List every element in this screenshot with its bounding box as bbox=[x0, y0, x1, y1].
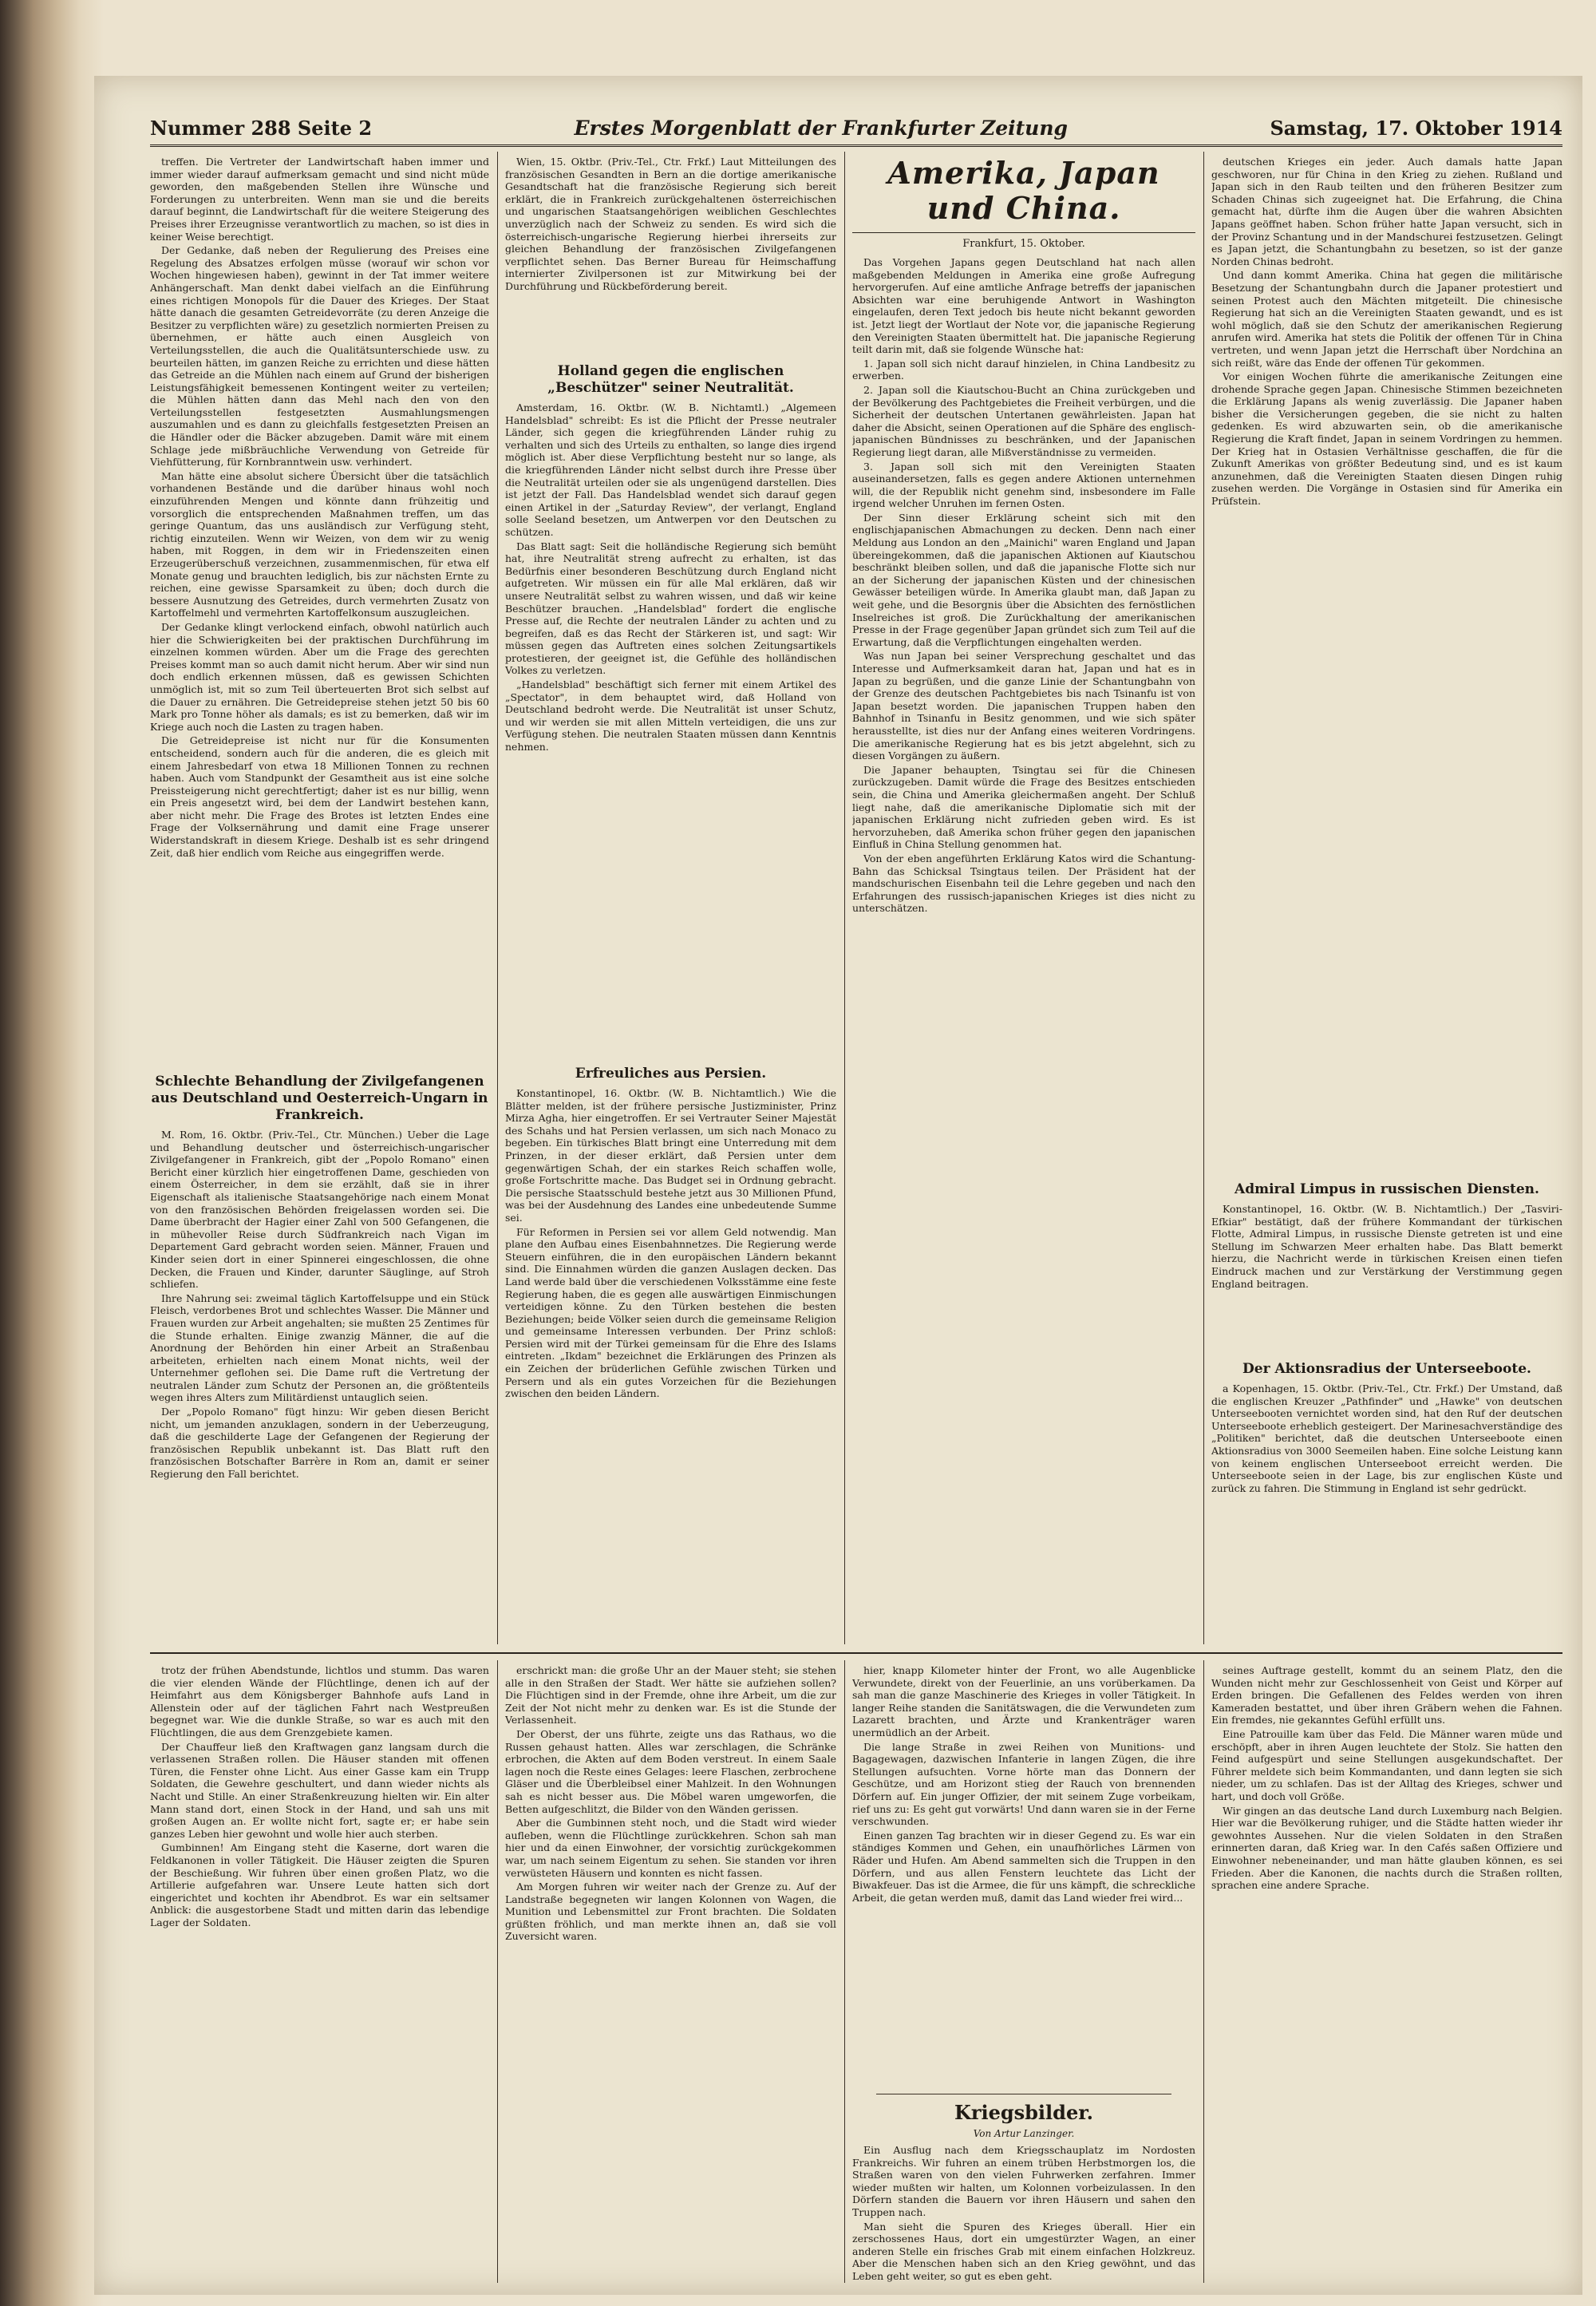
paragraph: 3. Japan soll sich mit den Vereinigten Staaten auseinandersetzen, falls es gegen andere Aktionen unternehmen will, die der Republik nicht genehm sind, insbesondere im Falle irgend welcher Unruhen im fernen Osten. bbox=[852, 460, 1195, 510]
paragraph: Der Gedanke, daß neben der Regulierung des Preises eine Regelung des Absatzes erfolgen müsse (worauf wir schon vor Wochen hingewiesen haben), gewinnt in der Tat immer weitere Anhängerschaft. Man denkt dabei vielfach an die Einführung eines richtigen Monopols für die Dauer des Krieges. Der Staat hätte danach die gesamten Getreidevorräte (zu deren Anzeige die Besitzer zu verpflichten wäre) zu gesetzlich normierten Preisen zu übernehmen, er hätte auch einen Ausgleich von Verteilungsstellen, die auch die Qualitätsunterschiede usw. zu beurteilen hätten, im ganzen Reiche zu errichten und diese hätten das Getreide an die Mühlen nach einem auf Grund der bisherigen Leistungsfähigkeit bemessenen Kontingent weiter zu verteilen; die Mühlen hätten dann das Mehl nach den von den Verteilungsstellen festgesetzten Ausmahlungsmengen auszumahlen und es dann zu gleichfalls festgesetzten Preisen an die Händler oder die Bäcker abzugeben. Damit wäre mit einem Schlage jede mißbräuchliche Verwendung von Getreide für Viehfütterung, für Kornbranntwein usw. verhindert. bbox=[150, 244, 489, 469]
feuilleton-column-1 bbox=[150, 1664, 489, 2279]
paragraph: Von der eben angeführten Erklärung Katos wird die Schantung-Bahn das Schicksal Tsingtaus teilen. Der Präsident hat der mandschurischen Eisenbahn teil die Lehre gegeben und nach den Erfahrungen des russisch-japanischen Krieges ist dies nicht zu unterschätzen. bbox=[852, 852, 1195, 915]
article-headline: Schlechte Behandlung der Zivilgefangenen aus Deutschland und Oesterreich-Ungarn in Frankreich. bbox=[151, 1074, 488, 1123]
byline: Von Artur Lanzinger. bbox=[973, 2128, 1075, 2139]
column-4-text bbox=[1211, 156, 1562, 1169]
article-admiral-limpus bbox=[1211, 1181, 1562, 1349]
masthead-issue: Nummer 288 Seite 2 bbox=[150, 117, 373, 140]
paragraph: 2. Japan soll die Kiautschou-Bucht an China zurückgeben und der Bevölkerung des Pachtgebietes die Freiheit verbürgen, und die Sicherheit der deutschen Untertanen gewährleisten. Japan hat daher die Absicht, seinen Operationen auf die Sphäre des englisch-japanischen Bündnisses zu beschränken, und der Japanischen Regierung liegt daran, alle Mißverständnisse zu vermeiden. bbox=[852, 383, 1195, 458]
article-headline: Erfreuliches aus Persien. bbox=[575, 1066, 767, 1082]
section-divider bbox=[150, 1652, 1562, 1654]
paragraph: Einen ganzen Tag brachten wir in dieser Gegend zu. Es war ein ständiges Kommen und Gehen, ein unaufhörliches Lärmen von Räder und Hufen. Am Abend sammelten sich die Truppen in den Dörfern, und aus allen Fenstern leuchtete das Licht der Biwakfeuer. Das ist die Armee, die für uns kämpft, die schreckliche Arbeit, die getan werden muß, damit das Land wieder frei wird... bbox=[852, 1829, 1195, 1904]
paragraph: Und dann kommt Amerika. China hat gegen die militärische Besetzung der Schantungbahn durch die Japaner protestiert und seinen Protest auch den Mächten mitgeteilt. Die chinesische Regierung hat sich an die Vereinigten Staaten gewandt, und es ist wohl möglich, daß sie den Schutz der amerikanischen Regierung anrufen wird. Amerika hat stets die Politik der offenen Tür in China vertreten, und wenn Japan jetzt die Herrschaft über Nordchina an sich reißt, wäre das Ende der offenen Tür gekommen. bbox=[1211, 269, 1562, 369]
paragraph: a Kopenhagen, 15. Oktbr. (Priv.-Tel., Ctr. Frkf.) Der Umstand, daß die englischen Kreuzer „Pathfinder" und „Hawke" von deutschen Unterseebooten vernichtet worden sind, hat den Ruf der deutschen Unterseeboote erheblich gesteigert. Der Marinesachverständige des „Politiken" berichtet, daß die deutschen Unterseeboote einen Aktionsradius von 3000 Seemeilen haben. Eine solche Leistung kann von keinem englischen Unterseeboot erreicht werden. Die Unterseeboote seien in der Lage, bis zur englischen Küste und zurück zu fahren. Die Stimmung in England ist sehr gedrückt. bbox=[1211, 1382, 1562, 1494]
column-rule bbox=[1203, 1660, 1204, 2283]
paragraph: Man sieht die Spuren des Krieges überall. Hier ein zerschossenes Haus, dort ein umgestürzter Wagen, an einer anderen Stelle ein frisches Grab mit einem einfachen Holzkreuz. Aber die Menschen haben sich an den Krieg gewöhnt, und das Leben geht weiter, so gut es eben geht. bbox=[852, 2220, 1195, 2282]
feuilleton-column-2 bbox=[505, 1664, 836, 2279]
paragraph: Ihre Nahrung sei: zweimal täglich Kartoffelsuppe und ein Stück Fleisch, verdorbenes Brot und schlechtes Wasser. Die Männer und Frauen wurden zur Arbeit angehalten; sie mußten 25 Zentimes für die Stunde erhalten. Einige zwanzig Männer, die auf die Anordnung der Behörden hin einer Arbeit an Straßenbau arbeiteten, erhielten nach einem Monat nichts, weil der Unternehmer geflohen sei. Die Dame ruft die Vertretung der neutralen Länder zum Schutz der Personen an, die größtenteils wegen ihres Alters zum Militärdienst untauglich seien. bbox=[150, 1291, 489, 1404]
dateline: Frankfurt, 15. Oktober. bbox=[962, 238, 1085, 250]
paragraph: Der Gedanke klingt verlockend einfach, obwohl natürlich auch hier die Schwierigkeiten bei der praktischen Durchführung im einzelnen kommen würden. Aber um die Frage des gerechten Preises kommt man so auch damit nicht herum. Aber wir sind nun doch endlich erkennen müssen, daß es gewissen Schichten unmöglich ist, mit so zum Teil überteuerten Brot sich selbst auf die Dauer zu ernähren. Die Getreidepreise stehen jetzt 50 bis 60 Mark pro Tonne höher als damals; es ist zu bemerken, daß wir im Kriege auch noch die Lasten zu tragen haben. bbox=[150, 620, 489, 733]
paragraph: 1. Japan soll sich nicht darauf hinzielen, in China Landbesitz zu erwerben. bbox=[852, 357, 1195, 382]
paragraph: „Handelsblad" beschäftigt sich ferner mit einem Artikel des „Spectator", in dem behauptet wird, daß Holland von Deutschland bedroht werde. Die Neutralität ist unser Schutz, und wir werden sie mit allen Mitteln verteidigen, die uns zur Verfügung stehen. Die neutralen Staaten müssen dann Kenntnis nehmen. bbox=[505, 678, 836, 754]
article-amerika-japan-china bbox=[852, 156, 1195, 1644]
paragraph: Die Getreidepreise ist nicht nur für die Konsumenten entscheidend, sondern auch für die anderen, die es gleich mit einem Jahresbedarf von etwa 18 Millionen Tonnen zu rechnen haben. Auch vom Standpunkt der Gesamtheit aus ist eine solche Preissteigerung nicht gerechtfertigt; daher ist es nur billig, wenn ein Preis angesetzt wird, bei dem der Landwirt bestehen kann, aber nicht mehr. Die Frage des Brotes ist letzten Endes eine Frage der Volksernährung und damit eine Frage unserer Widerstandskraft in diesem Kriege. Deshalb ist es sehr dringend Zeit, daß hier endlich vom Reiche aus eingegriffen werde. bbox=[150, 734, 489, 859]
paragraph: Wir gingen an das deutsche Land durch Luxemburg nach Belgien. Hier war die Bevölkerung ruhiger, und die Städte hatten wieder ihr gewohntes Aussehen. Nur die vielen Soldaten in den Straßen erinnerten daran, daß Krieg war. In den Cafés saßen Offiziere und Einwohner nebeneinander, und man hätte glauben können, es sei Frieden. Aber die Kanonen, die nachts durch die Straßen rollten, sprachen eine andere Sprache. bbox=[1211, 1804, 1562, 1892]
article-headline: Admiral Limpus in russischen Diensten. bbox=[1235, 1181, 1539, 1197]
paragraph: Das Blatt sagt: Seit die holländische Regierung sich bemüht hat, ihre Neutralität streng aufrecht zu erhalten, ist das Bedürfnis einer besonderen Beschützung durch England nicht aufgetreten. Wir müssen ein für alle Mal erklären, daß wir unsere Neutralität selbst zu wahren wissen, und daß wir keine Beschützer brauchen. „Handelsblad" fordert die englische Presse auf, die Rechte der neutralen Länder zu achten und zu begreifen, daß es das Recht der Stärkeren ist, und sagt: Wir müssen gegen das Auftreten eines solchen Zeitungsartikels protestieren, der geeignet ist, die Gefühle des holländischen Volkes zu verletzen. bbox=[505, 540, 836, 677]
paragraph: Der Sinn dieser Erklärung scheint sich mit den englischjapanischen Abmachungen zu decken. Denn nach einer Meldung aus London an den „Mainichi" waren England und Japan übereingekommen, daß die japanischen Aktionen auf Kiautschou beschränkt bleiben sollen, und daß die japanische Flotte sich nur an der Sicherung der japanischen Küsten und der chinesischen Gewässer beteiligen würde. In Amerika glaubt man, daß Japan zu weit gehe, und die Besorgnis über die Absichten des fernöstlichen Inselreiches ist groß. Die Zurückhaltung der amerikanischen Presse in der Frage gegenüber Japan gründet sich zum Teil auf die Erwartung, daß die Verpflichtungen eingehalten werden. bbox=[852, 511, 1195, 648]
article-kriegsbilder bbox=[852, 2087, 1195, 2283]
article-headline: Der Aktionsradius der Unterseeboote. bbox=[1242, 1361, 1531, 1377]
paragraph: Am Morgen fuhren wir weiter nach der Grenze zu. Auf der Landstraße begegneten wir langen Kolonnen von Wagen, die Munition und Lebensmittel zur Front brachten. Die Soldaten grüßten fröhlich, und man merkte ihnen an, daß sie voll Zuversicht waren. bbox=[505, 1881, 836, 1943]
paragraph: Der „Popolo Romano" fügt hinzu: Wir geben diesen Bericht nicht, um jemanden anzuklagen, sondern in der Ueberzeugung, daß die geschilderte Lage der Gefangenen der Regierung der französischen Republik unbekannt ist. Das Blatt ruft den französischen Botschafter Barrère in Rom an, damit er seiner Regierung den Fall berichtet. bbox=[150, 1406, 489, 1481]
article-headline: Kriegsbilder. bbox=[954, 2101, 1094, 2124]
masthead-date: Samstag, 17. Oktober 1914 bbox=[1270, 117, 1562, 140]
paragraph: Die Japaner behaupten, Tsingtau sei für die Chinesen zurückzugeben. Damit würde die Frage des Besitzes entschieden sein, die China und Amerika gleichermaßen angeht. Der Schluß liegt nahe, daß die amerikanische Diplomatie sich mit der japanischen Erklärung nicht zufrieden geben wird. Es ist hervorzuheben, daß Amerika schon früher gegen den japanischen Einfluß in China Stellung genommen hat. bbox=[852, 763, 1195, 851]
feuilleton-column-3 bbox=[852, 1664, 1195, 2079]
column-rule bbox=[497, 1660, 498, 2283]
article-holland bbox=[505, 363, 836, 1050]
paragraph: Aber die Gumbinnen steht noch, und die Stadt wird wieder aufleben, wenn die Flüchtlinge zurückkehren. Schon sah man hier und da einen Einwohner, der vorsichtig zurückgekommen war, um nach seinem Eigentum zu sehen. Sie standen vor ihren verwüsteten Häusern und konnten es nicht fassen. bbox=[505, 1817, 836, 1879]
column-1-text bbox=[150, 156, 489, 1066]
paragraph: erschrickt man: die große Uhr an der Mauer steht; sie stehen alle in den Straßen der Stadt. Wer hätte sie aufziehen sollen? Die Flüchtigen sind in der Fremde, ohne ihre Arbeit, um die zur Zeit der Not nicht mehr zu denken war. Es ist die Stunde der Verlassenheit. bbox=[505, 1664, 836, 1727]
article-zivilgefangene bbox=[150, 1074, 489, 1644]
paragraph: hier, knapp Kilometer hinter der Front, wo alle Augenblicke Verwundete, direkt von der Feuerlinie, an uns vorüberkamen. Da sah man die ganze Maschinerie des Krieges in voller Tätigkeit. In langer Reihe standen die Sanitätswagen, die die Verwundeten zum Lazarett brachten, und Ärzte und Krankenträger waren unermüdlich an der Arbeit. bbox=[852, 1664, 1195, 1738]
paragraph: Eine Patrouille kam über das Feld. Die Männer waren müde und erschöpft, aber in ihren Augen leuchtete der Stolz. Sie hatten den Feind aufgespürt und seine Stellungen ausgekundschaftet. Der Führer meldete sich beim Kommandanten, und dann legten sie sich nieder, um zu schlafen. Das ist der Alltag des Krieges, schwer und hart, und doch voll Größe. bbox=[1211, 1727, 1562, 1802]
paragraph: trotz der frühen Abendstunde, lichtlos und stumm. Das waren die vier elenden Wände der Flüchtlinge, denen ich auf der Heimfahrt aus dem Königsberger Bahnhofe aufs Land in Allenstein oder auf der täglichen Fahrt nach Westpreußen begegnet war. Wie die dunkle Straße, so war es auch mit den Flüchtlingen, die aus dem Grenzgebiete kamen. bbox=[150, 1664, 489, 1738]
paragraph: Man hätte eine absolut sichere Übersicht über die tatsächlich vorhandenen Bestände und die darüber hinaus wohl noch einzuführenden Mengen und könnte dann frühzeitig und vorsorglich die entsprechenden Maßnahmen treffen, um das geringe Quantum, das uns ausländisch zur Verfügung steht, richtig einzuteilen. Wenn wir Weizen, von dem wir zu wenig haben, mit Roggen, in dem wir in Friedenszeiten einen Erzeugerüberschuß verzeichnen, zusammenmischen, für etwa elf Monate genug und brauchten lediglich, bis zur nächsten Ernte zu reichen, eine gewisse Sparsamkeit zu üben; doch durch die bessere Ausnutzung des Getreides, durch vermehrten Zusatz von Kartoffelmehl und vermehrten Kartoffelkonsum auszugleichen. bbox=[150, 469, 489, 619]
article-headline: Holland gegen die englischen „Beschützer" seiner Neutralität. bbox=[547, 363, 794, 396]
paragraph: Amsterdam, 16. Oktbr. (W. B. Nichtamtl.) „Algemeen Handelsblad" schreibt: Es ist die Pflicht der Presse neutraler Länder, sich gegen die kriegführenden Länder ruhig zu verhalten und sich des Urteils zu enthalten, so lange dies irgend möglich ist. Aber diese Verpflichtung besteht nur so lange, als die kriegführenden Länder nicht selbst durch ihre Presse über die Neutralität urteilen oder sie als ungenügend darstellen. Dies ist jetzt der Fall. Das Handelsblad wendet sich darauf gegen einen Artikel in der „Saturday Review", der verlangt, England solle Seeland besetzen, um Antwerpen vor den Deutschen zu schützen. bbox=[505, 401, 836, 538]
column-rule bbox=[844, 152, 845, 1644]
masthead bbox=[150, 106, 1562, 147]
paragraph: Der Chauffeur ließ den Kraftwagen ganz langsam durch die verlassenen Straßen rollen. Die Häuser standen mit offenen Türen, die Fenster ohne Licht. Aus einer Gasse kam ein Trupp Soldaten, die Gewehre geschultert, und dann wieder nichts als Nacht und Stille. An einer Straßenkreuzung hielten wir. Ein alter Mann stand dort, einen Stock in der Hand, und sah uns mit großen Augen an. Er wollte nicht fort, sagte er; er habe sein ganzes Leben hier gewohnt und wolle hier auch sterben. bbox=[150, 1740, 489, 1840]
paragraph: Wien, 15. Oktbr. (Priv.-Tel., Ctr. Frkf.) Laut Mitteilungen des französischen Gesandten in Bern an die dortige amerikanische Gesandtschaft hat die französische Regierung sich bereit erklärt, die in Frankreich zurückgehaltenen österreichischen und ungarischen Staatsangehörigen weiblichen Geschlechtes unverzüglich nach der Schweiz zu senden. Es wird sich die österreichisch-ungarische Regierung hierbei ihrerseits zur gleichen Behandlung der französischen Zivilgefangenen verpflichtet sehen. Das Berner Bureau für Heimschaffung internierter Zivilpersonen ist zur Mitwirkung bei der Durchführung und Rückbeförderung bereit. bbox=[505, 156, 836, 292]
masthead-title: Erstes Morgenblatt der Frankfurter Zeitung bbox=[574, 117, 1068, 140]
paragraph: Der Oberst, der uns führte, zeigte uns das Rathaus, wo die Russen gehaust hatten. Alles war zerschlagen, die Schränke erbrochen, die Akten auf dem Boden verstreut. In einem Saale lagen noch die Reste eines Gelages: leere Flaschen, zerbrochene Gläser und die Überbleibsel einer Mahlzeit. In den Wohnungen sah es nicht besser aus. Die Möbel waren umgeworfen, die Betten aufgeschlitzt, die Bilder von den Wänden gerissen. bbox=[505, 1727, 836, 1815]
paragraph: M. Rom, 16. Oktbr. (Priv.-Tel., Ctr. München.) Ueber die Lage und Behandlung deutscher und österreichisch-ungarischer Zivilgefangener in Frankreich, gibt der „Popolo Romano" einen Bericht einer kürzlich hier eingetroffenen Dame, geschieden von einem Österreicher, in dem sie erzählt, daß sie in ihrer Eigenschaft als italienische Staatsangehörige nach einem Monat von den französischen Behörden freigelassen worden sei. Die Dame überbracht der Hagier einer Zahl von 500 Gefangenen, die in mühevoller Reise durch Südfrankreich nach Vigan im Departement Gard gebracht worden seien. Männer, Frauen und Kinder seien dort in einer Spinnerei eingeschlossen, die ohne Decken, die Frauen und Kinder, darunter Säuglinge, auf Stroh schliefen. bbox=[150, 1129, 489, 1291]
paragraph: Die lange Straße in zwei Reihen von Munitions- und Bagagewagen, dazwischen Infanterie in langen Zügen, die ihre Stellungen aufsuchten. Vorne hörte man das Donnern der Geschütze, und am Horizont stieg der Rauch von brennenden Dörfern auf. Ein junger Offizier, der mit seinem Zuge vorbeikam, rief uns zu: Es geht gut vorwärts! Und dann waren sie in der Ferne verschwunden. bbox=[852, 1740, 1195, 1828]
newspaper-page bbox=[94, 76, 1582, 2295]
paragraph: Für Reformen in Persien sei vor allem Geld notwendig. Man plane den Aufbau eines Eisenbahnnetzes. Die Regierung werde Steuern einführen, die in den europäischen Ländern bekannt sind. Die Einnahmen würden die ganzen Auslagen decken. Das Land werde bald über die verschiedenen Volksstämme eine feste Regierung haben, die es gegen alle auswärtigen Einmischungen verteidigen könne. Zu den Türken bestehen die besten Beziehungen; beide Völker seien durch die gemeinsame Religion und gemeinsame Interessen verbunden. Der Prinz schloß: Persien wird mit der Türkei gemeinsam für die Ehre des Islams eintreten. „Ikdam" bezeichnet die Erklärungen des Prinzen als ein Zeichen der brüderlichen Gefühle zwischen Türken und Persern und als ein gutes Vorzeichen für die Beziehungen zwischen den beiden Ländern. bbox=[505, 1225, 836, 1400]
paragraph: Was nun Japan bei seiner Versprechung geschaltet und das Interesse und Aufmerksamkeit daran hat, Japan und hat es in Japan zu begrüßen, und die ganze Linie der Schantungbahn von der Grenze des deutschen Pachtgebietes bis nach Tsinanfu ist von Japan besetzt worden. Die japanischen Truppen haben den Bahnhof in Tsinanfu in Besitz genommen, und wie sich später herausstellte, ist dies nur der Anfang eines weiteren Vordringens. Die amerikanische Regierung hat es bis jetzt abgelehnt, sich zu diesen Vorgängen zu äußern. bbox=[852, 650, 1195, 762]
paragraph: Gumbinnen! Am Eingang steht die Kaserne, dort waren die Feldkanonen in voller Tätigkeit. Die Häuser zeigten die Spuren der Beschießung. Wir fuhren über einen großen Platz, wo die Artillerie aufgefahren war. Unsere Leute hatten sich dort eingerichtet und kochten ihr Abendbrot. Es war ein seltsamer Anblick: die ausgestorbene Stadt und mitten darin das lebendige Lager der Soldaten. bbox=[150, 1841, 489, 1928]
paragraph: Das Vorgehen Japans gegen Deutschland hat nach allen maßgebenden Meldungen in Amerika eine große Aufregung hervorgerufen. Auf eine amtliche Anfrage betreffs der japanischen Absichten war eine beruhigende Antwort in Washington eingelaufen, deren Text jedoch bis heute nicht bekannt geworden ist. Jetzt liegt der Wortlaut der Note vor, die japanische Regierung den Vereinigten Staaten übermittelt hat. Die japanische Regierung teilt darin mit, daß sie folgende Wünsche hat: bbox=[852, 256, 1195, 356]
article-unterseeboote bbox=[1211, 1361, 1562, 1644]
column-rule bbox=[844, 1660, 845, 2283]
paragraph: Konstantinopel, 16. Oktbr. (W. B. Nichtamtlich.) Der „Tasviri-Efkiar" bestätigt, daß der frühere Kommandant der türkischen Flotte, Admiral Limpus, in russische Dienste getreten ist und eine Stellung im Schwarzen Meer erhalten habe. Das Blatt bemerkt hierzu, die Nachricht werde in türkischen Kreisen einen tiefen Eindruck machen und zur Verstärkung der Verstimmung gegen England beitragen. bbox=[1211, 1203, 1562, 1290]
feuilleton-column-4 bbox=[1211, 1664, 1562, 2279]
paragraph: treffen. Die Vertreter der Landwirtschaft haben immer und immer wieder darauf aufmerksam gemacht und sind nicht müde geworden, den maßgebenden Stellen ihre Wünsche und Forderungen zu unterbreiten. Wenn man sie und die bereits darauf beginnt, die Landwirtschaft für die weitere Steigerung des Preises ihrer Erzeugnisse verantwortlich zu machen, so ist dies in keiner Weise berechtigt. bbox=[150, 156, 489, 243]
column-rule bbox=[497, 152, 498, 1644]
article-wien bbox=[505, 156, 836, 351]
paragraph: Konstantinopel, 16. Oktbr. (W. B. Nichtamtlich.) Wie die Blätter melden, ist der frühere persische Justizminister, Prinz Mirza Agha, hier eingetroffen. Er sei Vertrauter Seiner Majestät des Schahs und hat Persien verlassen, um sich nach Monaco zu begeben. Ein türkisches Blatt bringt eine Unterredung mit dem Prinzen, in der dieser erklärt, daß Persien unter dem gegenwärtigen Schah, der ein starkes Reich schaffen wolle, große Fortschritte mache. Das Budget sei in Ordnung gebracht. Die persische Staatsschuld bestehe jetzt aus 30 Millionen Pfund, was bei der Ausdehnung des Landes eine unbedeutende Summe sei. bbox=[505, 1087, 836, 1224]
paragraph: Ein Ausflug nach dem Kriegsschauplatz im Nordosten Frankreichs. Wir fuhren an einem trüben Herbstmorgen los, die Straßen waren von den vielen Fuhrwerken zerfahren. Immer wieder mußten wir halten, um Kolonnen vorbeizulassen. In den Dörfern standen die Bauern vor ihren Häusern und sahen den Truppen nach. bbox=[852, 2144, 1195, 2218]
paragraph: seines Auftrage gestellt, kommt du an seinem Platz, den die Wunden nicht mehr zur Geschlossenheit von Geist und Körper auf Erden bringen. Die Gefallenen des Feldes werden von ihren Kameraden bestattet, und über ihren Gräbern wehen die Fahnen. Ein fremdes, nie gekanntes Gefühl erfüllt uns. bbox=[1211, 1664, 1562, 1727]
article-persien bbox=[505, 1066, 836, 1644]
article-headline: Amerika, Japan und China. bbox=[852, 156, 1195, 233]
paragraph: deutschen Krieges ein jeder. Auch damals hatte Japan geschworen, nur für China in den Krieg zu ziehen. Rußland und Japan sich in den Raub teilten und den früheren Besitzer zum Schaden Chinas sich zugeeignet hat. Die Erfahrung, die China gemacht hat, dürfte ihm die Augen über die wahren Absichten Japans geöffnet haben. Schon früher hatte Japan versucht, sich in der Provinz Schantung und in der Mandschurei festzusetzen. Gelingt es Japan jetzt, die Schantungbahn zu besetzen, so ist der ganze Norden Chinas bedroht. bbox=[1211, 156, 1562, 267]
paragraph: Vor einigen Wochen führte die amerikanische Zeitungen eine drohende Sprache gegen Japan. Chinesische Stimmen bezeichneten die Erklärung Japans als wenig zuverlässig. Die Japaner haben bisher die Versicherungen gegeben, die sie nicht zu halten gedenken. Es wird abzuwarten sein, ob die amerikanische Regierung die Kraft findet, Japan in seinem Vordringen zu hemmen. Der Krieg hat in Ostasien Verhältnisse geschaffen, die für die Zukunft Amerikas von größter Bedeutung sind, und es ist kaum anzunehmen, daß die Vereinigten Staaten diesen Dingen ruhig zusehen werden. Die Vorgänge in Ostasien sind für Amerika ein Prüfstein. bbox=[1211, 370, 1562, 508]
column-rule bbox=[1203, 152, 1204, 1644]
